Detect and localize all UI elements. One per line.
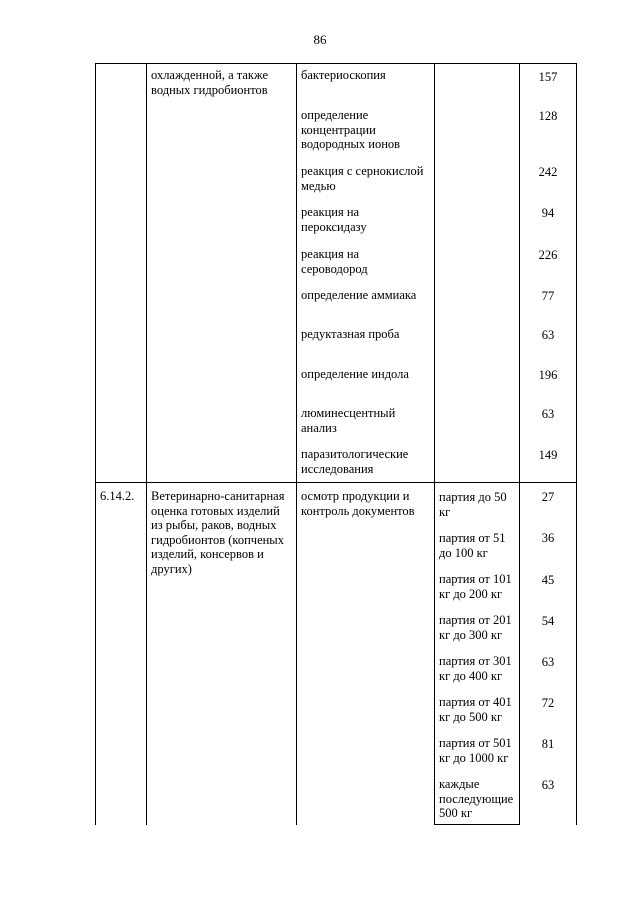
column-divider-2: [296, 63, 297, 825]
row1-service: реакция на пероксидазу: [301, 205, 367, 234]
row1-price: 226: [538, 248, 558, 262]
row2-batch: партия от 501 кг до 1000 кг: [439, 736, 512, 765]
row1-price: 128: [538, 109, 558, 123]
row2-price: 81: [541, 737, 555, 751]
table-border-left: [95, 63, 96, 825]
row1-service: определение индола: [301, 367, 409, 381]
row2-price: 54: [541, 614, 555, 628]
row2-batch: партия от 201 кг до 300 кг: [439, 613, 512, 642]
row2-object: Ветеринарно-санитарная оценка готовых изделий из рыбы, раков, водных гидробионтов (копченых изделий, консервов и других): [151, 489, 285, 576]
row1-service: реакция с сернокислой медью: [301, 164, 424, 193]
row1-price: 63: [541, 407, 555, 421]
row2-batch: партия от 401 кг до 500 кг: [439, 695, 512, 724]
row1-service: редуктазная проба: [301, 327, 400, 341]
row1-price: 157: [538, 70, 558, 84]
row2-batch: партия от 51 до 100 кг: [439, 531, 506, 560]
row1-service: определение аммиака: [301, 288, 417, 302]
row2-price: 36: [541, 531, 555, 545]
table-border-top: [95, 63, 577, 64]
row1-price: 242: [538, 165, 558, 179]
row1-object: охлажденной, а также водных гидробионтов: [151, 68, 269, 97]
row1-price: 77: [541, 289, 555, 303]
row2-batch: партия от 101 кг до 200 кг: [439, 572, 512, 601]
row2-code: 6.14.2.: [100, 489, 135, 503]
row2-price: 63: [541, 655, 555, 669]
row2-service: осмотр продукции и контроль документов: [301, 489, 415, 518]
table-border-right: [576, 63, 577, 825]
row1-service: бактериоскопия: [301, 68, 386, 82]
row2-price: 45: [541, 573, 555, 587]
row-divider: [95, 482, 577, 483]
row1-price: 196: [538, 368, 558, 382]
column-divider-3: [434, 63, 435, 825]
row2-price: 72: [541, 696, 555, 710]
row1-service: определение концентрации водородных ионов: [301, 108, 401, 151]
row2-batch: каждые последующие 500 кг: [439, 777, 514, 820]
row1-service: паразитологические исследования: [301, 447, 409, 476]
row1-service: реакция на сероводород: [301, 247, 368, 276]
column-divider-1: [146, 63, 147, 825]
row2-batch: партия от 301 кг до 400 кг: [439, 654, 512, 683]
row1-service: люминесцентный анализ: [301, 406, 396, 435]
batch-cell-bottom: [434, 824, 520, 825]
row1-price: 63: [541, 328, 555, 342]
row2-price: 27: [541, 490, 555, 504]
page-number: 86: [313, 32, 327, 47]
row2-batch: партия до 50 кг: [439, 490, 507, 519]
row2-price: 63: [541, 778, 555, 792]
row1-price: 149: [538, 448, 558, 462]
row1-price: 94: [541, 206, 555, 220]
